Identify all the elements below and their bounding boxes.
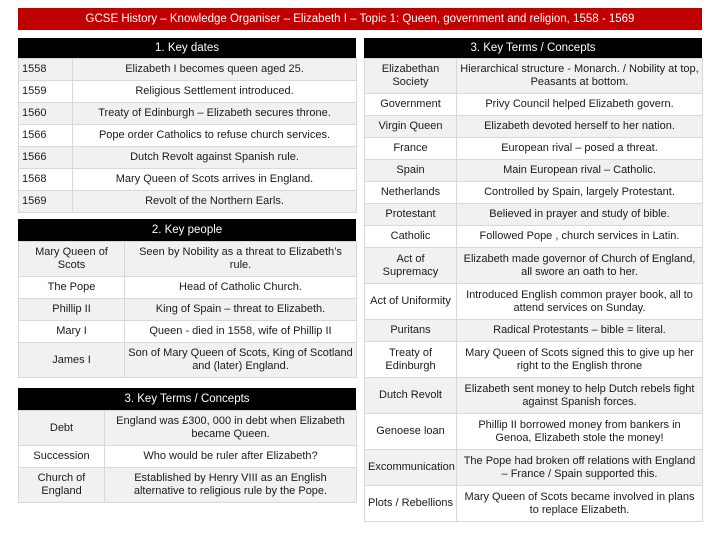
table-row: [365, 284, 703, 320]
term-definition: Controlled by Spain, largely Protestant.: [457, 182, 703, 204]
table-row: [365, 320, 703, 342]
term-definition: England was £300, 000 in debt when Elizabeth became Queen.: [105, 411, 357, 446]
term-definition: Established by Henry VIII as an English alternative to religious rule by the Pope.: [105, 468, 357, 503]
person-name: James I: [19, 343, 125, 378]
table-row: [19, 125, 357, 147]
table-row: [19, 343, 357, 378]
term-name: Virgin Queen: [365, 116, 457, 138]
table-row: [19, 147, 357, 169]
date-event: Revolt of the Northern Earls.: [73, 191, 357, 213]
date-year: 1558: [19, 59, 73, 81]
term-name: Dutch Revolt: [365, 378, 457, 414]
term-name: Puritans: [365, 320, 457, 342]
term-definition: Introduced English common prayer book, all to attend services on Sunday.: [457, 284, 703, 320]
key-terms-left-header: 3. Key Terms / Concepts: [18, 388, 356, 410]
key-people-header: 2. Key people: [18, 219, 356, 241]
key-terms-right-header: 3. Key Terms / Concepts: [364, 38, 702, 58]
term-definition: European rival – posed a threat.: [457, 138, 703, 160]
person-description: Queen - died in 1558, wife of Phillip II: [125, 321, 357, 343]
term-name: Succession: [19, 446, 105, 468]
term-name: Netherlands: [365, 182, 457, 204]
table-row: [19, 321, 357, 343]
term-name: Elizabethan Society: [365, 59, 457, 94]
person-description: Seen by Nobility as a threat to Elizabeth’s rule.: [125, 242, 357, 277]
person-description: Son of Mary Queen of Scots, King of Scotland and (later) England.: [125, 343, 357, 378]
term-definition: Believed in prayer and study of bible.: [457, 204, 703, 226]
person-description: Head of Catholic Church.: [125, 277, 357, 299]
term-name: Act of Uniformity: [365, 284, 457, 320]
date-event: Elizabeth I becomes queen aged 25.: [73, 59, 357, 81]
term-name: Government: [365, 94, 457, 116]
date-event: Religious Settlement introduced.: [73, 81, 357, 103]
key-people-table: [18, 241, 357, 378]
key-dates-table: [18, 58, 357, 213]
term-name: Excommunication: [365, 450, 457, 486]
table-row: [365, 378, 703, 414]
table-row: [365, 248, 703, 284]
person-description: King of Spain – threat to Elizabeth.: [125, 299, 357, 321]
date-event: Treaty of Edinburgh – Elizabeth secures throne.: [73, 103, 357, 125]
table-row: [365, 204, 703, 226]
table-row: [365, 486, 703, 522]
key-terms-left-table: [18, 410, 357, 503]
table-row: [19, 59, 357, 81]
term-definition: Privy Council helped Elizabeth govern.: [457, 94, 703, 116]
date-year: 1566: [19, 125, 73, 147]
term-name: Genoese loan: [365, 414, 457, 450]
table-row: [365, 414, 703, 450]
term-name: France: [365, 138, 457, 160]
table-row: [19, 446, 357, 468]
table-row: [19, 277, 357, 299]
person-name: Phillip II: [19, 299, 125, 321]
term-name: Debt: [19, 411, 105, 446]
term-definition: Followed Pope , church services in Latin.: [457, 226, 703, 248]
table-row: [365, 94, 703, 116]
table-row: [19, 299, 357, 321]
date-year: 1566: [19, 147, 73, 169]
table-row: [365, 182, 703, 204]
term-name: Spain: [365, 160, 457, 182]
person-name: Mary Queen of Scots: [19, 242, 125, 277]
date-event: Mary Queen of Scots arrives in England.: [73, 169, 357, 191]
term-name: Treaty of Edinburgh: [365, 342, 457, 378]
term-name: Act of Supremacy: [365, 248, 457, 284]
date-event: Pope order Catholics to refuse church services.: [73, 125, 357, 147]
date-year: 1569: [19, 191, 73, 213]
term-definition: Mary Queen of Scots signed this to give up her right to the English throne: [457, 342, 703, 378]
table-row: [365, 59, 703, 94]
term-name: Plots / Rebellions: [365, 486, 457, 522]
term-definition: Radical Protestants – bible = literal.: [457, 320, 703, 342]
table-row: [365, 138, 703, 160]
table-row: [19, 81, 357, 103]
table-row: [365, 342, 703, 378]
term-definition: The Pope had broken off relations with England – France / Spain supported this.: [457, 450, 703, 486]
term-definition: Elizabeth made governor of Church of England, all swore an oath to her.: [457, 248, 703, 284]
person-name: The Pope: [19, 277, 125, 299]
table-row: [19, 411, 357, 446]
table-row: [19, 169, 357, 191]
date-year: 1559: [19, 81, 73, 103]
term-definition: Main European rival – Catholic.: [457, 160, 703, 182]
term-name: Protestant: [365, 204, 457, 226]
key-dates-header: 1. Key dates: [18, 38, 356, 58]
table-row: [365, 450, 703, 486]
person-name: Mary I: [19, 321, 125, 343]
term-definition: Elizabeth sent money to help Dutch rebels fight against Spanish forces.: [457, 378, 703, 414]
term-name: Catholic: [365, 226, 457, 248]
term-definition: Elizabeth devoted herself to her nation.: [457, 116, 703, 138]
table-row: [19, 103, 357, 125]
term-definition: Mary Queen of Scots became involved in plans to replace Elizabeth.: [457, 486, 703, 522]
date-event: Dutch Revolt against Spanish rule.: [73, 147, 357, 169]
key-terms-right-table: [364, 58, 703, 522]
table-row: [365, 116, 703, 138]
table-row: [19, 191, 357, 213]
page-title: GCSE History – Knowledge Organiser – Elizabeth I – Topic 1: Queen, government and religion, 1558 - 1569: [18, 8, 702, 30]
term-name: Church of England: [19, 468, 105, 503]
table-row: [19, 242, 357, 277]
table-row: [365, 226, 703, 248]
date-year: 1568: [19, 169, 73, 191]
date-year: 1560: [19, 103, 73, 125]
term-definition: Who would be ruler after Elizabeth?: [105, 446, 357, 468]
table-row: [365, 160, 703, 182]
term-definition: Hierarchical structure - Monarch. / Nobility at top, Peasants at bottom.: [457, 59, 703, 94]
table-row: [19, 468, 357, 503]
term-definition: Phillip II borrowed money from bankers in Genoa, Elizabeth stole the money!: [457, 414, 703, 450]
